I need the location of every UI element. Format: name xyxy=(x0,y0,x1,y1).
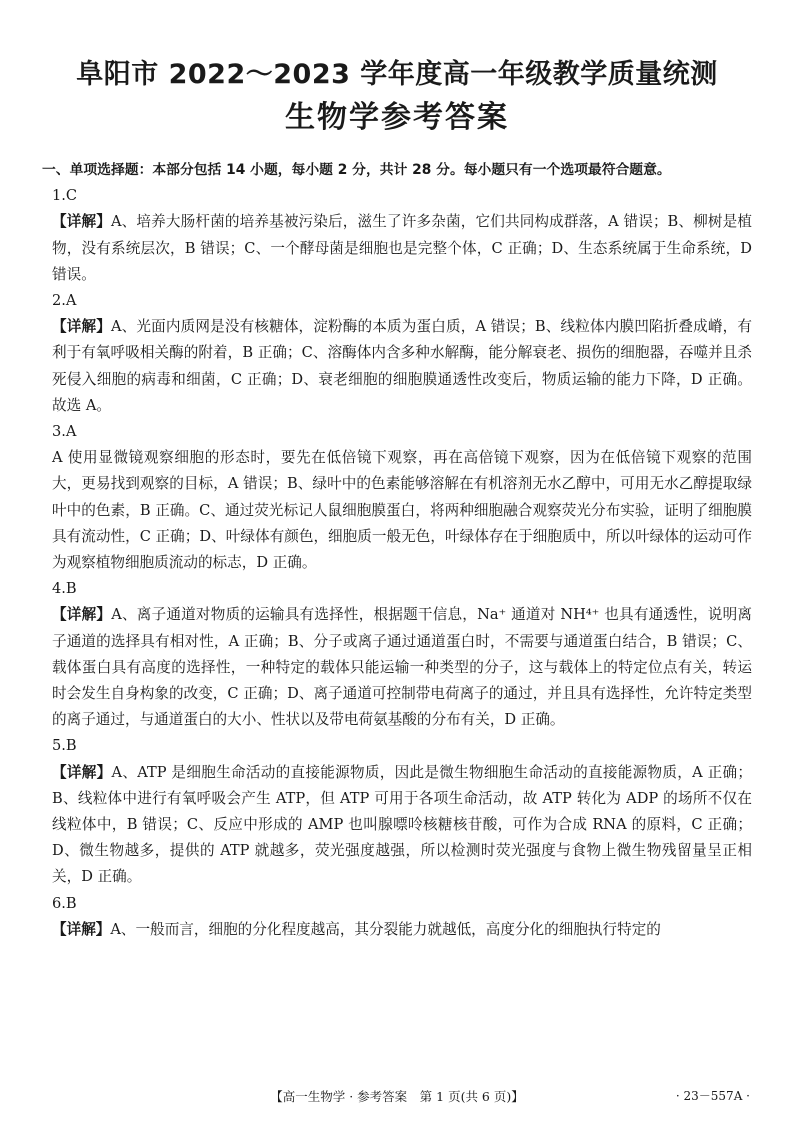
question-number-4: 4.B xyxy=(52,580,77,598)
question-number-6: 6.B xyxy=(52,894,77,912)
question-explanation-2 xyxy=(52,314,752,419)
question-number-5: 5.B xyxy=(52,737,77,755)
explanation-text: A、一般而言，细胞的分化程度越高，其分裂能力就越低，高度分化的细胞执行特定的 xyxy=(110,920,661,938)
page-footer xyxy=(0,1087,794,1107)
detail-tag: 【详解】 xyxy=(52,920,111,938)
explanation-text: A、离子通道对物质的运输具有选择性，根据题干信息，Na⁺ 通道对 NH⁴⁺ 也具有通透性，说明离子通道的选择具有相对性，A 正确；B、分子或离子通过通道蛋白时，不需要与通道蛋白结合，B 错误；C、载体蛋白具有高度的选择性，一种特定的载体只能运输一种类型的分子，这与载体上的特定位点有关，转运时会发生自身构象的改变，C 正确；D、离子通道可控制带电荷离子的通过，并且具有选择性，允许特定类型的离子通过，与通道蛋白的大小、性状以及带电荷氨基酸的分布有关，D 正确。 xyxy=(52,606,752,729)
question-explanation-4 xyxy=(52,602,752,733)
question-number-2: 2.A xyxy=(52,292,77,310)
question-explanation-6 xyxy=(52,917,752,943)
section-heading: 一、单项选择题：本部分包括 14 小题，每小题 2 分，共计 28 分。每小题只有一个选项最符合题意。 xyxy=(42,162,671,178)
explanation-text: A、光面内质网是没有核糖体，淀粉酶的本质为蛋白质，A 错误；B、线粒体内膜凹陷折叠成嵴，有利于有氧呼吸相关酶的附着，B 正确；C、溶酶体内含多种水解酶，能分解衰老、损伤的细胞器，吞噬并且杀死侵入细胞的病毒和细菌，C 正确；D、衰老细胞的细胞膜通透性改变后，物质运输的能力下降，D 正确。故选 A。 xyxy=(52,318,752,414)
answer-content xyxy=(42,157,752,943)
detail-tag: 【详解】 xyxy=(52,213,111,231)
detail-tag: 【详解】 xyxy=(52,763,112,781)
explanation-text: A 使用显微镜观察细胞的形态时，要先在低倍镜下观察，再在高倍镜下观察，因为在低倍镜下观察的范围大，更易找到观察的目标，A 错误；B、绿叶中的色素能够溶解在有机溶剂无水乙醇中，可用无水乙醇提取绿叶中的色素，B 正确。C、通过荧光标记人鼠细胞膜蛋白，将两种细胞融合观察荧光分布实验，证明了细胞膜具有流动性，C 正确；D、叶绿体有颜色，细胞质一般无色，叶绿体存在于细胞质中，所以叶绿体的运动可作为观察植物细胞质流动的标志，D 正确。 xyxy=(52,449,752,572)
question-explanation-5 xyxy=(52,760,752,891)
question-number-3: 3.A xyxy=(52,423,77,441)
question-explanation-3 xyxy=(52,445,752,576)
explanation-text: A、ATP 是细胞生命活动的直接能源物质，因此是微生物细胞生命活动的直接能源物质，A 正确；B、线粒体中进行有氧呼吸会产生 ATP，但 ATP 可用于各项生命活动，故 ATP 转化为 ADP 的场所不仅在线粒体中，B 错误；C、反应中形成的 AMP 也叫腺嘌呤核糖核苷酸，可作为合成 RNA 的原料，C 正确；D、微生物越多，提供的 ATP 就越多，荧光强度越强，所以检测时荧光强度与食物上微生物残留量呈正相关，D 正确。 xyxy=(52,763,752,886)
detail-tag: 【详解】 xyxy=(52,318,111,336)
page-title: 阜阳市 2022～2023 学年度高一年级教学质量统测 xyxy=(76,59,718,90)
question-explanation-1 xyxy=(52,209,752,288)
detail-tag: 【详解】 xyxy=(52,606,112,624)
footer-code: · 23－557A · xyxy=(675,1089,750,1103)
footer-page-info: 【高一生物学 · 参考答案 第 1 页(共 6 页)】 xyxy=(270,1089,524,1104)
question-number-1: 1.C xyxy=(52,187,78,205)
page-subtitle: 生物学参考答案 xyxy=(285,100,509,135)
explanation-text: A、培养大肠杆菌的培养基被污染后，滋生了许多杂菌，它们共同构成群落，A 错误；B、柳树是植物，没有系统层次，B 错误；C、一个酵母菌是细胞也是完整个体，C 正确；D、生态系统属于生命系统，D 错误。 xyxy=(52,213,752,283)
